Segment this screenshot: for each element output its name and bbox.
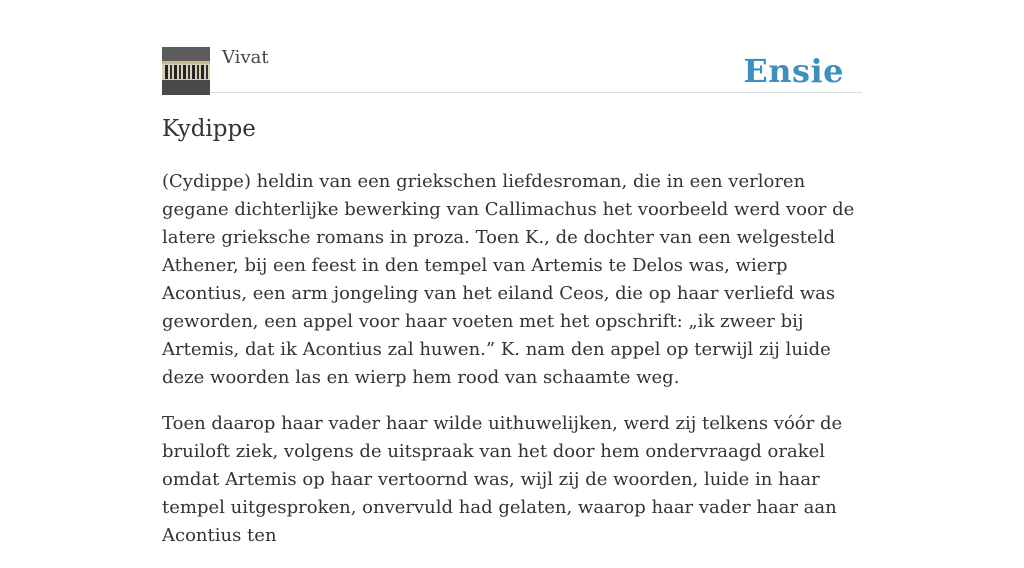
brand-logo[interactable]: Ensie bbox=[743, 52, 844, 90]
article-paragraph: Toen daarop haar vader haar wilde uithuwelijken, werd zij telkens vóór de bruiloft ziek, volgens de uitspraak van het door hem ondervraagd orakel omdat Artemis op haar vertoornd was, wijl zij de woorden, luide in haar tempel uitgesproken, onvervuld had gelaten, waarop haar vader haar aan Acontius ten bbox=[162, 413, 843, 546]
article-body bbox=[162, 168, 862, 568]
article-paragraph: (Cydippe) heldin van een griekschen liefdesroman, die in een verloren gegane dichterlijke bewerking van Callimachus het voorbeeld werd voor de latere grieksche romans in proza. Toen K., de dochter van een welgesteld Athener, bij een feest in den tempel van Artemis te Delos was, wierp Acontius, een arm jongeling van het eiland Ceos, die op haar verliefd was geworden, een appel voor haar voeten met het opschrift: „ik zweer bij Artemis, dat ik Acontius zal huwen.” K. nam den appel op terwijl zij luide deze woorden las en wierp hem rood van schaamte weg. bbox=[162, 171, 855, 388]
bookshelf-avatar-icon bbox=[162, 47, 210, 95]
page-container bbox=[162, 0, 862, 546]
header bbox=[162, 0, 862, 93]
author-avatar[interactable] bbox=[162, 47, 210, 95]
author-name[interactable]: Vivat bbox=[222, 47, 269, 68]
page-title: Kydippe bbox=[162, 116, 256, 142]
